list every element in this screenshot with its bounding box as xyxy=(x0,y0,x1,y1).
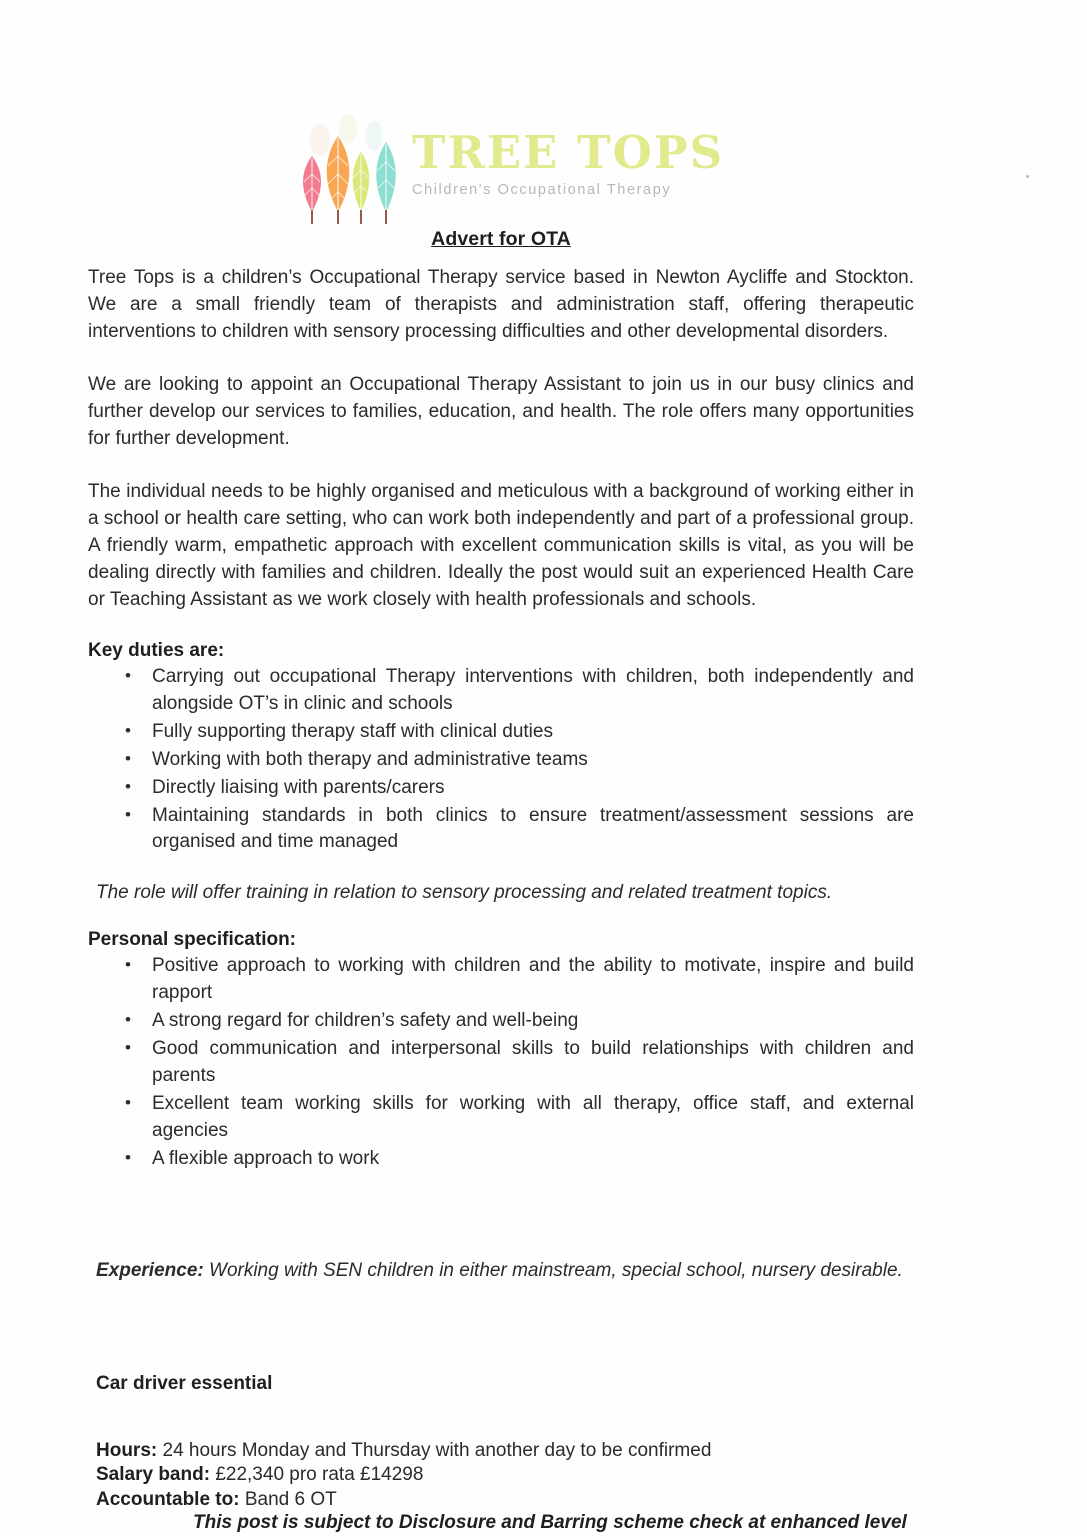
list-item xyxy=(88,719,914,746)
logo-trees-illustration xyxy=(290,112,410,227)
list-item-text: Good communication and interpersonal skills to build relationships with children and parents xyxy=(152,1038,914,1087)
document-body xyxy=(88,228,914,1534)
list-item-text: Maintaining standards in both clinics to ensure treatment/assessment sessions are organised and time managed xyxy=(152,804,914,853)
key-duties-heading: Key duties are: xyxy=(88,639,225,661)
bullet-icon: • xyxy=(125,1093,131,1113)
bullet-icon: • xyxy=(125,1038,131,1058)
dbs-check-note: This post is subject to Disclosure and Barring scheme check at enhanced level xyxy=(193,1512,907,1534)
logo-tagline: Children's Occupational Therapy xyxy=(412,182,672,198)
tree-pink-shape xyxy=(303,156,321,224)
spacer xyxy=(88,1351,914,1373)
key-duties-list xyxy=(88,664,914,857)
personal-specification-heading: Personal specification: xyxy=(88,929,297,951)
bullet-icon: • xyxy=(125,776,131,796)
list-item xyxy=(88,664,914,718)
list-item-text: Carrying out occupational Therapy interventions with children, both independently and alongside OT’s in clinic and schools xyxy=(152,665,914,714)
training-note: The role will offer training in relation to sensory processing and related treatment topics. xyxy=(96,882,833,904)
intro-paragraph-2: We are looking to appoint an Occupational Therapy Assistant to join us in our busy clinics and further develop our services to families, education, and health. The role offers many opportunities for further development. xyxy=(88,373,914,449)
bullet-icon: • xyxy=(125,665,131,685)
detail-salary-band xyxy=(96,1463,914,1487)
ghost-trees xyxy=(310,114,383,156)
detail-label: Hours: xyxy=(96,1440,158,1462)
bullet-icon: • xyxy=(125,804,131,824)
list-item-text: Excellent team working skills for working with all therapy, office staff, and external agencies xyxy=(152,1093,914,1142)
intro-paragraph-3: The individual needs to be highly organised and meticulous with a background of working either in a school or health care setting, who can work both independently and part of a professional group. A friendly warm, empathetic approach with excellent communication skills is vital, as you will be dealing directly with families and children. Ideally the post would suit an experienced Health Care or Teaching Assistant as we work closely with health professionals and schools. xyxy=(88,480,914,610)
list-item-text: A strong regard for children’s safety and well-being xyxy=(152,1010,579,1032)
list-item-text: Positive approach to working with children and the ability to motivate, inspire and build rapport xyxy=(152,955,914,1004)
detail-label: Accountable to: xyxy=(96,1488,240,1510)
spacer xyxy=(88,907,914,929)
detail-label: Salary band: xyxy=(96,1464,211,1486)
spacer xyxy=(88,1395,914,1439)
list-item xyxy=(88,1036,914,1090)
bullet-icon: • xyxy=(125,955,131,975)
logo-title: TREE TOPS xyxy=(412,126,725,179)
list-item-text: Working with both therapy and administrative teams xyxy=(152,748,588,770)
detail-value: £22,340 pro rata £14298 xyxy=(210,1464,424,1486)
list-item xyxy=(88,747,914,774)
bullet-icon: • xyxy=(125,1010,131,1030)
experience-label: Experience: xyxy=(96,1260,204,1282)
list-item xyxy=(88,1146,914,1173)
scan-speck xyxy=(1026,175,1029,178)
tree-orange-shape xyxy=(327,136,350,224)
list-item xyxy=(88,803,914,857)
list-item xyxy=(88,1091,914,1145)
experience-note xyxy=(96,1258,914,1285)
detail-value: 24 hours Monday and Thursday with another day to be confirmed xyxy=(157,1440,712,1462)
tree-tops-logo xyxy=(290,112,725,227)
tree-teal-shape xyxy=(376,142,396,224)
detail-value: Band 6 OT xyxy=(239,1488,337,1510)
detail-accountable-to xyxy=(96,1488,914,1512)
list-item-text: A flexible approach to work xyxy=(152,1148,380,1170)
list-item-text: Directly liaising with parents/carers xyxy=(152,776,445,798)
bullet-icon: • xyxy=(125,720,131,740)
bullet-icon: • xyxy=(125,748,131,768)
list-item xyxy=(88,775,914,802)
logo-wordmark xyxy=(412,126,725,198)
bullet-icon: • xyxy=(125,1148,131,1168)
list-item xyxy=(88,953,914,1007)
list-item-text: Fully supporting therapy staff with clinical duties xyxy=(152,720,553,742)
spacer xyxy=(88,1174,914,1258)
car-driver-requirement: Car driver essential xyxy=(96,1373,273,1395)
detail-hours xyxy=(96,1439,914,1463)
page-title: Advert for OTA xyxy=(431,228,571,250)
personal-specification-list xyxy=(88,953,914,1173)
tree-lime-shape xyxy=(353,152,370,224)
experience-text: Working with SEN children in either mainstream, special school, nursery desirable. xyxy=(203,1260,903,1282)
spacer xyxy=(88,1285,914,1351)
intro-paragraph-1: Tree Tops is a children’s Occupational Therapy service based in Newton Aycliffe and Stockton. We are a small friendly team of therapists and administration staff, offering therapeutic interventions to children with sensory processing difficulties and other developmental disorders. xyxy=(88,267,914,342)
list-item xyxy=(88,1008,914,1035)
